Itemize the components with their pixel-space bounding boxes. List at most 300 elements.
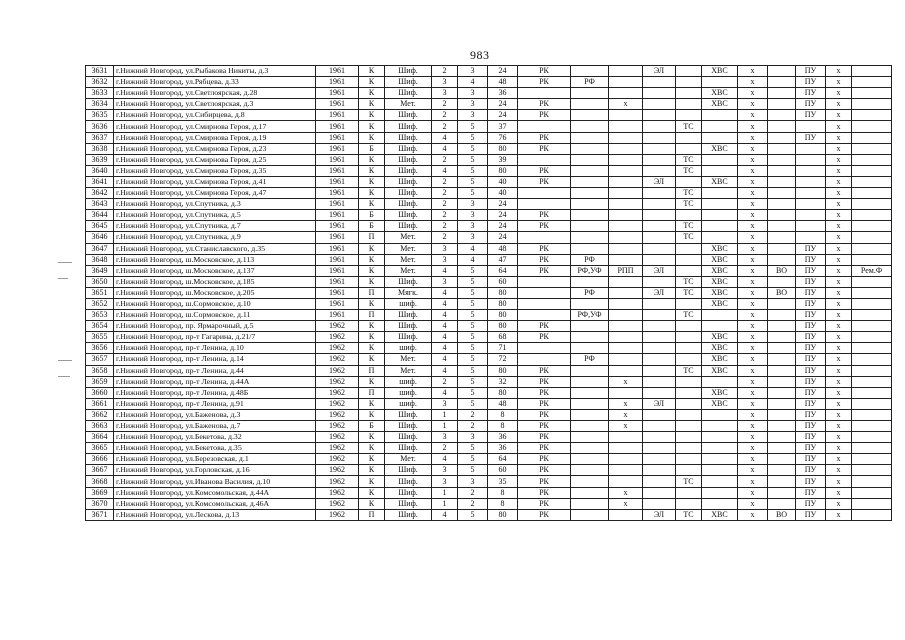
cell-field-4: Шиф.: [385, 199, 432, 210]
cell-address: г.Нижний Новгород, пр-т Гагарина, д.21/7: [114, 332, 316, 343]
cell-field-12: [676, 99, 702, 110]
cell-field-4: шиф.: [385, 398, 432, 409]
cell-field-14: х: [738, 343, 768, 354]
cell-field-7: 48: [488, 77, 518, 88]
table-row: [86, 498, 892, 509]
cell-field-9: [571, 232, 609, 243]
cell-field-2: 1961: [316, 232, 359, 243]
cell-field-10: [609, 454, 643, 465]
cell-field-14: х: [738, 398, 768, 409]
cell-field-14: х: [738, 487, 768, 498]
cell-field-5: 4: [432, 298, 458, 309]
table-row: [86, 509, 892, 520]
cell-field-5: 4: [432, 143, 458, 154]
cell-field-11: [643, 487, 676, 498]
cell-address: г.Нижний Новгород, пр-т Ленина, д.14: [114, 354, 316, 365]
cell-field-8: РК: [518, 509, 571, 520]
cell-field-15: [768, 310, 796, 321]
cell-field-11: [643, 132, 676, 143]
cell-field-9: [571, 143, 609, 154]
cell-field-16: ПУ: [796, 354, 826, 365]
cell-field-11: ЭЛ: [643, 176, 676, 187]
cell-field-13: [702, 443, 738, 454]
cell-number: 3645: [86, 221, 114, 232]
cell-field-16: ПУ: [796, 132, 826, 143]
cell-field-14: х: [738, 265, 768, 276]
cell-field-9: [571, 321, 609, 332]
cell-field-6: 5: [458, 332, 488, 343]
cell-field-4: Шиф.: [385, 498, 432, 509]
cell-field-13: [702, 132, 738, 143]
cell-field-17: х: [826, 509, 852, 520]
cell-field-16: ПУ: [796, 476, 826, 487]
table-row: [86, 387, 892, 398]
cell-field-16: ПУ: [796, 432, 826, 443]
cell-field-14: х: [738, 498, 768, 509]
cell-field-3: К: [359, 332, 385, 343]
cell-field-5: 4: [432, 387, 458, 398]
cell-field-6: 5: [458, 365, 488, 376]
cell-field-12: ТС: [676, 199, 702, 210]
cell-field-15: [768, 276, 796, 287]
cell-field-5: 2: [432, 66, 458, 77]
cell-field-16: ПУ: [796, 454, 826, 465]
cell-field-7: 47: [488, 254, 518, 265]
cell-field-5: 2: [432, 376, 458, 387]
cell-field-11: [643, 243, 676, 254]
cell-field-8: РК: [518, 99, 571, 110]
cell-field-8: [518, 154, 571, 165]
cell-field-13: [702, 232, 738, 243]
cell-field-16: ПУ: [796, 265, 826, 276]
cell-field-5: 4: [432, 332, 458, 343]
cell-number: 3640: [86, 165, 114, 176]
cell-field-6: 3: [458, 432, 488, 443]
cell-field-13: ХВС: [702, 387, 738, 398]
cell-field-18: [852, 365, 892, 376]
cell-field-11: [643, 310, 676, 321]
cell-field-18: [852, 409, 892, 420]
cell-field-13: ХВС: [702, 99, 738, 110]
cell-field-12: [676, 332, 702, 343]
cell-field-9: [571, 498, 609, 509]
cell-field-8: РК: [518, 465, 571, 476]
table-row: [86, 165, 892, 176]
cell-field-9: [571, 99, 609, 110]
cell-field-12: ТС: [676, 287, 702, 298]
cell-field-16: [796, 188, 826, 199]
cell-field-9: [571, 176, 609, 187]
cell-number: 3658: [86, 365, 114, 376]
cell-field-2: 1961: [316, 310, 359, 321]
cell-field-3: Б: [359, 421, 385, 432]
cell-field-13: [702, 110, 738, 121]
cell-field-3: К: [359, 88, 385, 99]
cell-field-5: 2: [432, 443, 458, 454]
cell-field-2: 1962: [316, 343, 359, 354]
cell-field-7: 80: [488, 310, 518, 321]
cell-field-15: [768, 176, 796, 187]
cell-field-16: ПУ: [796, 498, 826, 509]
cell-field-15: [768, 254, 796, 265]
table-row: [86, 265, 892, 276]
cell-number: 3643: [86, 199, 114, 210]
cell-field-10: х: [609, 376, 643, 387]
cell-field-18: [852, 143, 892, 154]
cell-field-10: [609, 132, 643, 143]
cell-field-8: РК: [518, 66, 571, 77]
cell-field-2: 1962: [316, 354, 359, 365]
cell-field-15: [768, 232, 796, 243]
cell-field-13: [702, 409, 738, 420]
cell-field-11: [643, 432, 676, 443]
cell-field-9: [571, 454, 609, 465]
cell-field-9: РФ,УФ: [571, 265, 609, 276]
cell-field-13: [702, 188, 738, 199]
cell-field-5: 4: [432, 287, 458, 298]
cell-field-15: [768, 99, 796, 110]
cell-field-3: Б: [359, 143, 385, 154]
cell-field-8: РК: [518, 387, 571, 398]
cell-field-2: 1962: [316, 409, 359, 420]
cell-field-7: 40: [488, 176, 518, 187]
cell-field-15: [768, 354, 796, 365]
cell-field-17: х: [826, 321, 852, 332]
cell-field-5: 4: [432, 343, 458, 354]
cell-field-12: [676, 243, 702, 254]
cell-field-16: ПУ: [796, 66, 826, 77]
table-row: [86, 154, 892, 165]
cell-field-4: Шиф.: [385, 321, 432, 332]
cell-field-16: ПУ: [796, 343, 826, 354]
cell-field-11: [643, 154, 676, 165]
cell-field-5: 3: [432, 243, 458, 254]
cell-field-13: [702, 310, 738, 321]
cell-field-9: [571, 188, 609, 199]
cell-field-15: [768, 165, 796, 176]
cell-field-13: ХВС: [702, 332, 738, 343]
cell-field-18: [852, 421, 892, 432]
cell-field-11: [643, 254, 676, 265]
cell-field-14: х: [738, 99, 768, 110]
cell-field-15: [768, 221, 796, 232]
cell-field-12: [676, 88, 702, 99]
table-row: [86, 354, 892, 365]
cell-number: 3663: [86, 421, 114, 432]
cell-field-6: 5: [458, 165, 488, 176]
cell-field-11: [643, 454, 676, 465]
cell-field-4: Мет.: [385, 254, 432, 265]
cell-field-4: Шиф.: [385, 509, 432, 520]
cell-number: 3631: [86, 66, 114, 77]
cell-field-8: РК: [518, 376, 571, 387]
cell-field-2: 1961: [316, 66, 359, 77]
cell-number: 3657: [86, 354, 114, 365]
cell-field-12: [676, 465, 702, 476]
cell-field-14: х: [738, 454, 768, 465]
cell-field-12: [676, 343, 702, 354]
cell-field-10: х: [609, 498, 643, 509]
cell-field-9: [571, 365, 609, 376]
cell-field-9: [571, 121, 609, 132]
cell-field-17: х: [826, 276, 852, 287]
cell-address: г.Нижний Новгород, ул.Смирнова Героя, д.47: [114, 188, 316, 199]
cell-address: г.Нижний Новгород, ул.Станиславского, д.35: [114, 243, 316, 254]
table-row: [86, 232, 892, 243]
cell-field-3: К: [359, 176, 385, 187]
cell-field-7: 48: [488, 398, 518, 409]
cell-field-7: 36: [488, 432, 518, 443]
cell-field-14: х: [738, 210, 768, 221]
table-row: [86, 398, 892, 409]
cell-field-4: Шиф.: [385, 221, 432, 232]
cell-field-3: К: [359, 121, 385, 132]
cell-field-11: [643, 232, 676, 243]
cell-field-17: х: [826, 210, 852, 221]
margin-mark: [58, 278, 68, 279]
cell-field-16: [796, 232, 826, 243]
cell-field-10: [609, 176, 643, 187]
cell-field-16: ПУ: [796, 443, 826, 454]
cell-field-11: ЭЛ: [643, 287, 676, 298]
cell-field-4: Мет.: [385, 454, 432, 465]
cell-field-7: 80: [488, 165, 518, 176]
cell-number: 3644: [86, 210, 114, 221]
cell-field-16: [796, 121, 826, 132]
cell-field-3: К: [359, 77, 385, 88]
cell-field-9: [571, 398, 609, 409]
cell-field-10: х: [609, 99, 643, 110]
cell-field-13: [702, 465, 738, 476]
cell-field-17: х: [826, 232, 852, 243]
cell-field-3: П: [359, 232, 385, 243]
cell-field-18: [852, 221, 892, 232]
table-row: [86, 421, 892, 432]
cell-address: г.Нижний Новгород, ул.Светлоярская, д.28: [114, 88, 316, 99]
cell-field-6: 3: [458, 99, 488, 110]
cell-field-3: К: [359, 99, 385, 110]
cell-field-7: 8: [488, 487, 518, 498]
cell-field-2: 1962: [316, 465, 359, 476]
cell-field-11: ЭЛ: [643, 265, 676, 276]
cell-field-6: 5: [458, 376, 488, 387]
cell-field-4: шиф.: [385, 298, 432, 309]
cell-field-17: х: [826, 265, 852, 276]
cell-number: 3636: [86, 121, 114, 132]
cell-field-7: 39: [488, 154, 518, 165]
cell-number: 3667: [86, 465, 114, 476]
cell-field-9: [571, 465, 609, 476]
cell-field-9: [571, 409, 609, 420]
cell-field-10: [609, 276, 643, 287]
cell-field-14: х: [738, 188, 768, 199]
cell-field-12: ТС: [676, 165, 702, 176]
cell-field-17: х: [826, 398, 852, 409]
cell-field-13: [702, 121, 738, 132]
cell-number: 3669: [86, 487, 114, 498]
cell-field-18: [852, 165, 892, 176]
cell-field-11: ЭЛ: [643, 398, 676, 409]
cell-field-11: [643, 121, 676, 132]
cell-field-15: [768, 188, 796, 199]
cell-field-11: [643, 188, 676, 199]
table-body: [86, 66, 892, 521]
cell-field-10: [609, 121, 643, 132]
cell-field-15: ВО: [768, 509, 796, 520]
cell-field-8: РК: [518, 454, 571, 465]
cell-field-2: 1961: [316, 110, 359, 121]
cell-field-16: ПУ: [796, 287, 826, 298]
cell-field-10: [609, 310, 643, 321]
cell-field-12: [676, 354, 702, 365]
cell-field-8: РК: [518, 498, 571, 509]
cell-field-16: ПУ: [796, 376, 826, 387]
cell-field-11: [643, 421, 676, 432]
cell-field-5: 3: [432, 276, 458, 287]
cell-field-5: 3: [432, 476, 458, 487]
table-row: [86, 99, 892, 110]
cell-field-7: 60: [488, 465, 518, 476]
cell-field-2: 1961: [316, 165, 359, 176]
cell-field-18: [852, 465, 892, 476]
cell-field-9: [571, 210, 609, 221]
cell-field-16: ПУ: [796, 465, 826, 476]
table-row: [86, 77, 892, 88]
cell-field-10: [609, 110, 643, 121]
cell-field-4: шиф.: [385, 376, 432, 387]
cell-field-7: 37: [488, 121, 518, 132]
cell-field-13: [702, 321, 738, 332]
cell-field-5: 2: [432, 121, 458, 132]
cell-field-2: 1961: [316, 77, 359, 88]
cell-field-18: [852, 77, 892, 88]
cell-field-9: [571, 487, 609, 498]
cell-field-9: [571, 332, 609, 343]
cell-field-2: 1961: [316, 210, 359, 221]
cell-field-5: 4: [432, 132, 458, 143]
cell-field-9: [571, 154, 609, 165]
cell-field-9: РФ: [571, 354, 609, 365]
cell-field-18: [852, 99, 892, 110]
cell-field-17: х: [826, 454, 852, 465]
cell-field-15: [768, 409, 796, 420]
cell-field-14: х: [738, 110, 768, 121]
cell-field-18: [852, 88, 892, 99]
cell-field-11: [643, 365, 676, 376]
cell-field-6: 5: [458, 143, 488, 154]
cell-field-12: [676, 376, 702, 387]
cell-address: г.Нижний Новгород, ул.Рябцева, д.33: [114, 77, 316, 88]
cell-address: г.Нижний Новгород, ул.Смирнова Героя, д.19: [114, 132, 316, 143]
cell-field-16: ПУ: [796, 276, 826, 287]
cell-field-4: Шиф.: [385, 121, 432, 132]
cell-number: 3659: [86, 376, 114, 387]
cell-address: г.Нижний Новгород, ул.Иванова Василия, д.10: [114, 476, 316, 487]
cell-address: г.Нижний Новгород, ш.Сормовское, д.10: [114, 298, 316, 309]
cell-field-18: [852, 121, 892, 132]
cell-field-15: [768, 476, 796, 487]
cell-field-17: х: [826, 332, 852, 343]
cell-field-5: 4: [432, 354, 458, 365]
cell-field-10: [609, 154, 643, 165]
cell-field-11: [643, 321, 676, 332]
cell-field-4: Мет.: [385, 354, 432, 365]
cell-field-9: [571, 298, 609, 309]
cell-field-14: х: [738, 287, 768, 298]
cell-field-6: 5: [458, 276, 488, 287]
cell-field-10: [609, 432, 643, 443]
cell-field-10: [609, 199, 643, 210]
cell-address: г.Нижний Новгород, ул.Рыбакова Никиты, д.3: [114, 66, 316, 77]
cell-field-12: [676, 387, 702, 398]
cell-field-11: [643, 409, 676, 420]
cell-field-11: [643, 498, 676, 509]
cell-field-5: 2: [432, 221, 458, 232]
cell-field-5: 2: [432, 199, 458, 210]
cell-field-13: ХВС: [702, 176, 738, 187]
cell-field-6: 5: [458, 132, 488, 143]
cell-field-14: х: [738, 88, 768, 99]
cell-field-12: ТС: [676, 221, 702, 232]
cell-field-17: х: [826, 221, 852, 232]
cell-field-2: 1961: [316, 265, 359, 276]
cell-field-7: 24: [488, 66, 518, 77]
cell-field-16: [796, 199, 826, 210]
cell-field-5: 3: [432, 465, 458, 476]
cell-address: г.Нижний Новгород, ул.Смирнова Героя, д.41: [114, 176, 316, 187]
cell-field-4: Шиф.: [385, 188, 432, 199]
cell-address: г.Нижний Новгород, ул.Баженова, д.3: [114, 409, 316, 420]
cell-field-4: Шиф.: [385, 487, 432, 498]
cell-field-6: 2: [458, 421, 488, 432]
cell-field-14: х: [738, 321, 768, 332]
cell-field-16: [796, 154, 826, 165]
cell-field-13: [702, 199, 738, 210]
cell-field-6: 5: [458, 154, 488, 165]
cell-field-10: [609, 298, 643, 309]
cell-field-18: [852, 343, 892, 354]
cell-field-13: ХВС: [702, 276, 738, 287]
cell-field-2: 1962: [316, 332, 359, 343]
cell-field-15: ВО: [768, 287, 796, 298]
cell-field-3: К: [359, 498, 385, 509]
cell-field-4: Шиф.: [385, 476, 432, 487]
cell-field-18: [852, 354, 892, 365]
cell-field-15: [768, 298, 796, 309]
cell-field-10: [609, 321, 643, 332]
cell-field-8: РК: [518, 143, 571, 154]
cell-field-2: 1961: [316, 287, 359, 298]
cell-field-7: 40: [488, 188, 518, 199]
cell-field-5: 4: [432, 165, 458, 176]
cell-field-18: [852, 509, 892, 520]
cell-field-7: 80: [488, 509, 518, 520]
cell-field-7: 80: [488, 365, 518, 376]
cell-field-11: [643, 298, 676, 309]
cell-number: 3654: [86, 321, 114, 332]
cell-field-12: [676, 298, 702, 309]
cell-field-2: 1962: [316, 421, 359, 432]
table-row: [86, 132, 892, 143]
cell-field-7: 60: [488, 276, 518, 287]
cell-field-12: [676, 409, 702, 420]
cell-field-5: 2: [432, 176, 458, 187]
cell-field-5: 4: [432, 265, 458, 276]
cell-field-12: ТС: [676, 121, 702, 132]
cell-field-7: 24: [488, 210, 518, 221]
cell-field-8: [518, 232, 571, 243]
cell-field-11: ЭЛ: [643, 66, 676, 77]
